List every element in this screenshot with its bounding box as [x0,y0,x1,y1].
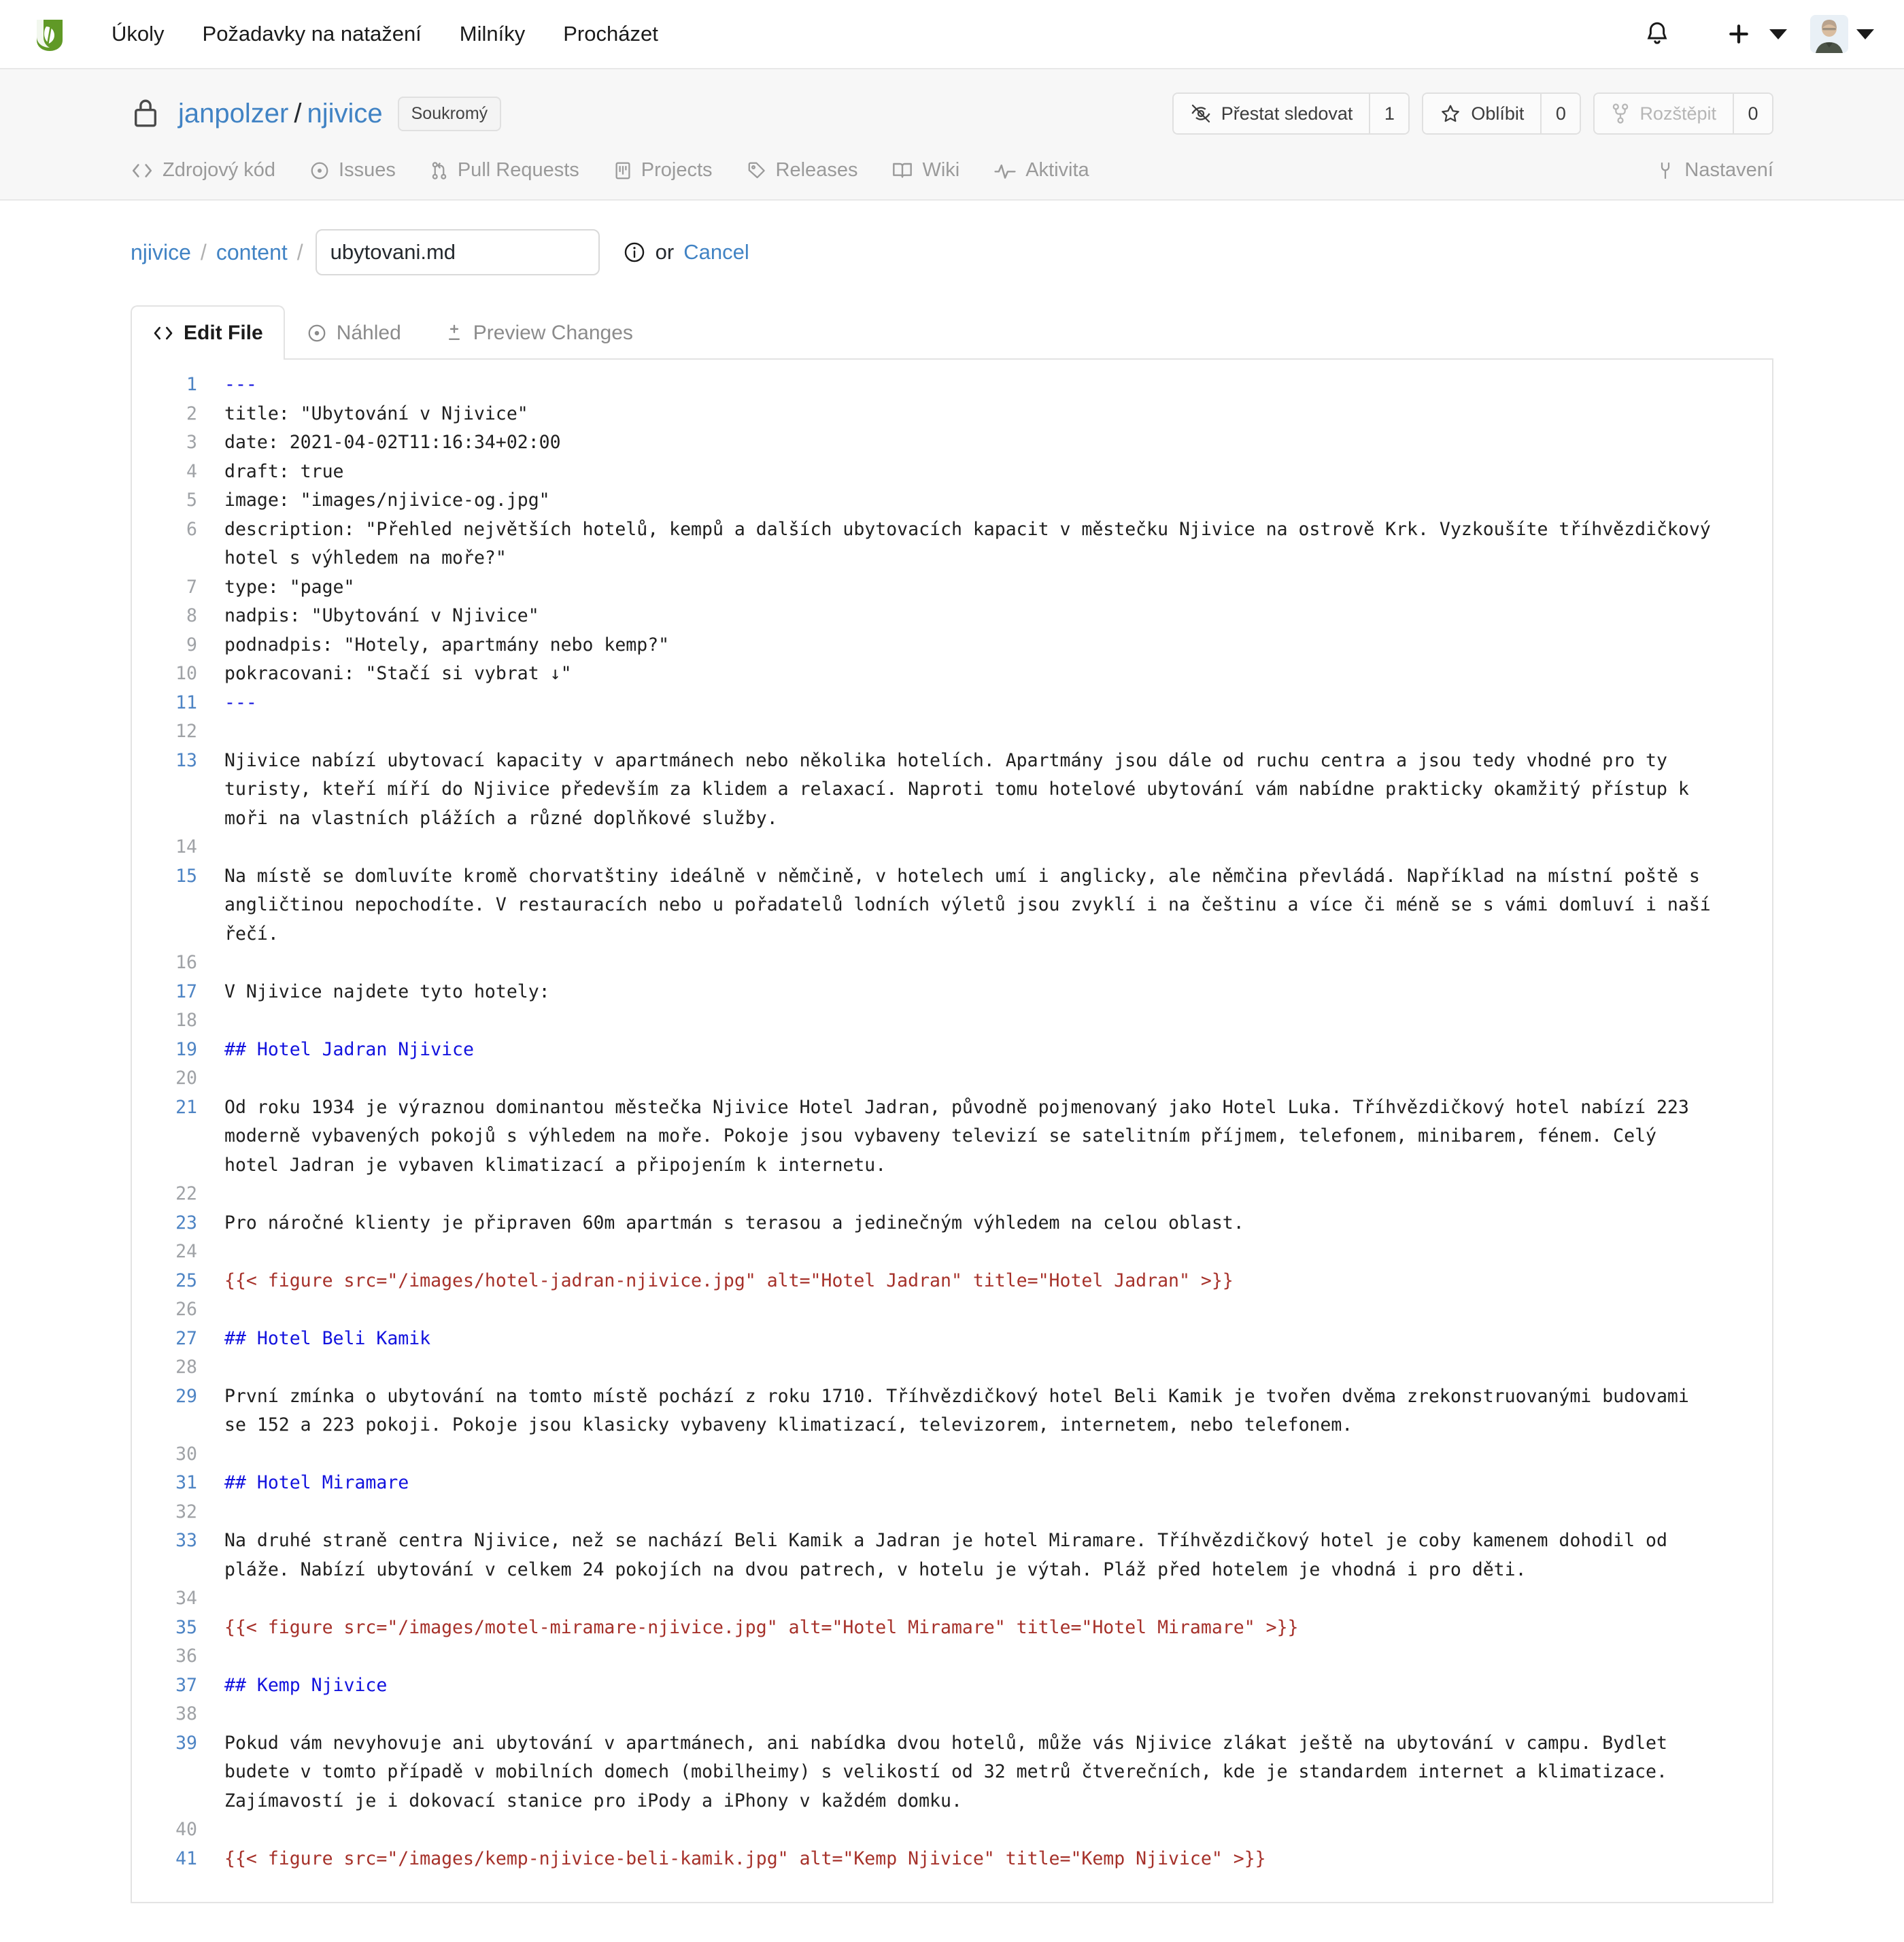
code-line [132,949,1772,978]
tab-wiki[interactable] [891,152,977,188]
line-number: 12 [175,721,197,742]
line-text[interactable]: Na druhé straně centra Njivice, než se nachází Beli Kamik a Jadran je hotel Miramare. Tříhvězdičkový hotel je coby kamenem dohodil od pláže. Nabízí ubytování v celkem 24 pokojích na dvou patrech, v hotelu je výtah. Pláž před hotelem je vhodná i pro děti. [224,1530,1678,1580]
plus-icon[interactable] [1716,12,1761,56]
repository-header [0,69,1904,201]
code-line [132,573,1772,602]
line-text[interactable] [224,1498,1772,1527]
tab-activity-label: Aktivita [1025,159,1089,181]
line-number: 15 [175,865,197,887]
breadcrumb [131,201,1773,296]
nav-link-milniky[interactable]: Milníky [459,22,526,46]
line-number: 21 [175,1096,197,1118]
line-number: 7 [186,576,197,598]
line-number: 38 [175,1703,197,1724]
line-number: 36 [175,1646,197,1667]
code-line [132,1093,1772,1180]
line-text[interactable] [224,949,1772,978]
code-line [132,1036,1772,1065]
code-line [132,717,1772,747]
line-number: 31 [175,1472,197,1493]
line-text[interactable]: Na místě se domluvíte kromě chorvatštiny ideálně v němčině, v hotelech umí i anglicky, ale němčina převládá. Například na místní poště s angličtinou nepochodíte. V restauracích nebo u pořadatelů lodních výletů jsou zvyklí i na češtinu a více či méně se s vámi domluví i naší řečí. [224,865,1722,944]
line-text[interactable]: {{< figure src="/images/motel-miramare-njivice.jpg" alt="Hotel Miramare" title="Hotel Miramare" >}} [224,1616,1299,1638]
code-line [132,515,1772,573]
navbar-right-actions [1635,12,1874,56]
status-badge: Soukromý [398,97,502,131]
code-line [132,660,1772,689]
line-text[interactable]: description: "Přehled největších hotelů, kempů a dalších ubytovacích kapacit v městečku Njivice na ostrově Krk. Vyzkoušíte tříhvězdičkový hotel s výhledem na moře?" [224,518,1722,568]
line-number: 32 [175,1501,197,1522]
code-content[interactable] [132,371,1772,1873]
repository-path [178,99,383,129]
tab-settings-label: Nastavení [1684,159,1773,181]
line-number: 40 [175,1819,197,1840]
code-line [132,1498,1772,1527]
code-line [132,1845,1772,1874]
code-line [132,1238,1772,1267]
tab-issues[interactable] [309,152,413,188]
code-line [132,1700,1772,1729]
line-text[interactable] [224,1642,1772,1671]
line-number: 10 [175,663,197,684]
info-circle-icon[interactable] [623,241,646,264]
breadcrumb-separator-1: / [200,239,207,265]
tab-wiki-label: Wiki [922,159,960,181]
nav-link-prochazet[interactable]: Procházet [563,22,658,46]
line-number: 24 [175,1241,197,1262]
line-text[interactable] [224,1238,1772,1267]
code-line [132,458,1772,487]
star-count[interactable]: 0 [1540,94,1580,133]
code-line [132,1729,1772,1816]
line-number: 17 [175,981,197,1002]
line-number: 35 [175,1616,197,1638]
line-number: 33 [175,1530,197,1551]
line-text[interactable]: ## Hotel Beli Kamik [224,1327,431,1349]
watch-button-label: Přestat sledovat [1221,103,1353,124]
line-text[interactable] [224,1353,1772,1382]
code-line [132,1614,1772,1643]
code-line [132,1064,1772,1093]
line-text[interactable] [224,717,1772,747]
line-number: 1 [186,374,197,395]
line-number: 39 [175,1732,197,1754]
tab-edit-file[interactable] [131,305,285,360]
repo-path-separator: / [294,98,302,129]
breadcrumb-separator-2: / [296,239,303,265]
lock-icon [131,97,160,131]
line-number: 14 [175,836,197,857]
tab-releases[interactable] [747,152,876,188]
line-number: 16 [175,952,197,973]
line-text[interactable]: image: "images/njivice-og.jpg" [224,490,550,511]
create-menu-chevron-down-icon[interactable] [1769,29,1787,39]
line-number: 23 [175,1212,197,1233]
line-text[interactable] [224,1440,1772,1469]
line-text[interactable]: pokracovani: "Stačí si vybrat ↓" [224,663,572,684]
line-number: 4 [186,460,197,482]
code-line [132,1325,1772,1354]
code-line [132,602,1772,631]
line-text[interactable] [224,1816,1772,1845]
editor-tabs [131,304,1773,360]
tab-releases-label: Releases [775,159,858,181]
tab-source[interactable] [131,152,293,188]
primary-nav [92,22,677,46]
user-menu-chevron-down-icon[interactable] [1856,29,1874,39]
line-text[interactable]: Pro náročné klienty je připraven 60m apartmán s terasou a jedinečným výhledem na celou oblast. [224,1212,1244,1233]
repository-actions [1172,92,1773,135]
line-text[interactable] [224,1064,1772,1093]
line-number: 34 [175,1588,197,1609]
code-line [132,1440,1772,1469]
line-text[interactable]: --- [224,374,257,395]
line-number: 41 [175,1847,197,1869]
tab-preview-changes-label: Preview Changes [473,322,633,344]
line-number: 25 [175,1270,197,1291]
tab-source-label: Zdrojový kód [163,159,276,181]
line-number: 6 [186,518,197,540]
star-button[interactable] [1423,94,1540,133]
tab-pull-requests-label: Pull Requests [457,159,579,181]
tab-settings[interactable] [1655,152,1773,188]
or-label: or [655,240,675,264]
repository-tabs [131,152,1773,199]
code-line [132,371,1772,400]
tab-edit-file-label: Edit File [184,322,263,344]
star-button-label: Oblíbit [1471,103,1525,124]
line-text[interactable] [224,1295,1772,1325]
line-text[interactable]: {{< figure src="/images/kemp-njivice-beli-kamik.jpg" alt="Kemp Njivice" title="Kemp Njivice" >}} [224,1847,1266,1869]
tab-projects[interactable] [613,152,730,188]
line-text[interactable]: podnadpis: "Hotely, apartmány nebo kemp?" [224,634,670,655]
line-number: 26 [175,1299,197,1320]
code-line [132,1382,1772,1440]
repository-title-row [131,69,1773,152]
code-line [132,1180,1772,1209]
watch-count[interactable]: 1 [1369,94,1408,133]
code-line [132,1584,1772,1614]
line-text[interactable]: ## Hotel Jadran Njivice [224,1038,474,1060]
main-content [95,201,1809,1903]
line-number: 18 [175,1010,197,1031]
repo-owner-link[interactable]: janpolzer [178,98,289,129]
tab-issues-label: Issues [339,159,396,181]
fork-count[interactable]: 0 [1733,94,1772,133]
line-text[interactable]: Njivice nabízí ubytovací kapacity v apartmánech nebo několika hotelích. Apartmány jsou dále od ruchu centra a jsou tedy vhodné pro ty turisty, kteří míří do Njivice především za klidem a relaxací. Naproti tomu hotelové ubytování vám nabídne prakticky okamžitý přístup k moři na vlastních plážích a různé doplňkové služby. [224,749,1700,829]
avatar[interactable] [1810,15,1848,53]
line-number: 28 [175,1357,197,1378]
fork-button-label: Rozštěpit [1639,103,1716,124]
top-navbar [0,0,1904,69]
line-number: 8 [186,605,197,626]
line-text[interactable]: Pokud vám nevyhovuje ani ubytování v apartmánech, ani nabídka dvou hotelů, může vás Njivice zlákat ještě na ubytování v campu. Bydlet budete v tomto případě v mobilních domech (mobilheimy) s velikostí od 32 metrů čtverečních, kde je standardem internet a klimatizace. Zajímavostí je i dokovací stanice pro iPody a iPhony v každém domku. [224,1732,1678,1811]
code-line [132,631,1772,660]
line-text[interactable] [224,1006,1772,1036]
line-text[interactable]: draft: true [224,460,344,482]
line-text[interactable]: title: "Ubytování v Njivice" [224,403,528,424]
line-text[interactable] [224,1700,1772,1729]
code-line [132,1209,1772,1238]
line-text[interactable] [224,1584,1772,1614]
line-text[interactable]: První zmínka o ubytování na tomto místě pochází z roku 1710. Tříhvězdičkový hotel Beli Kamik je tvořen dvěma zrekonstruovanými budovami se 152 a 223 pokoji. Pokoje jsou klasicky vybaveny klimatizací, televizorem, internetem, nebo telefonem. [224,1385,1700,1435]
line-number: 5 [186,490,197,511]
line-number: 22 [175,1183,197,1204]
code-line [132,689,1772,718]
breadcrumb-item-content[interactable]: content [216,239,288,265]
code-line [132,486,1772,515]
tab-preview-label: Náhled [336,322,401,344]
tab-projects-label: Projects [641,159,713,181]
cancel-link[interactable]: Cancel [683,240,749,264]
nav-link-ukoly[interactable]: Úkoly [112,22,165,46]
code-line [132,1267,1772,1296]
line-text[interactable]: date: 2021-04-02T11:16:34+02:00 [224,432,561,453]
code-line [132,1353,1772,1382]
line-text[interactable] [224,1180,1772,1209]
watch-button-group [1172,92,1410,135]
nav-link-pozadavky[interactable]: Požadavky na natažení [202,22,422,46]
line-text[interactable]: nadpis: "Ubytování v Njivice" [224,605,539,626]
tab-activity[interactable] [993,152,1106,188]
code-line [132,400,1772,429]
line-number: 11 [175,692,197,713]
star-button-group [1422,92,1581,135]
code-line [132,978,1772,1007]
line-text[interactable]: Od roku 1934 je výraznou dominantou městečka Njivice Hotel Jadran, původně pojmenovaný jako Hotel Luka. Tříhvězdičkový hotel nabízí 223 moderně vybavených pokojů s výhledem na moře. Pokoje jsou vybaveny televizí se satelitním příjmem, telefonem, minibarem, fénem. Celý hotel Jadran je vybaven klimatizací a připojením k internetu. [224,1096,1700,1176]
tab-preview[interactable] [285,305,423,360]
fork-button[interactable] [1595,94,1733,133]
line-number: 2 [186,403,197,424]
line-number: 3 [186,432,197,453]
line-number: 29 [175,1385,197,1407]
bell-icon[interactable] [1635,12,1680,56]
code-line [132,862,1772,949]
line-number: 13 [175,749,197,771]
code-line [132,1006,1772,1036]
code-line [132,1295,1772,1325]
repo-name-link[interactable]: njivice [307,98,383,129]
code-line [132,428,1772,458]
line-number: 37 [175,1674,197,1696]
line-number: 30 [175,1443,197,1465]
line-text[interactable]: type: "page" [224,576,355,598]
code-editor[interactable] [131,360,1773,1903]
line-text[interactable] [224,833,1772,862]
tab-preview-changes[interactable] [423,305,655,360]
code-line [132,833,1772,862]
gitea-leaf-logo[interactable] [30,14,69,54]
watch-button[interactable] [1174,94,1370,133]
line-text[interactable]: ## Hotel Miramare [224,1472,409,1493]
line-text[interactable]: --- [224,692,257,713]
code-line [132,1671,1772,1701]
code-line [132,1642,1772,1671]
code-line [132,747,1772,834]
code-line [132,1469,1772,1498]
line-text[interactable]: {{< figure src="/images/hotel-jadran-njivice.jpg" alt="Hotel Jadran" title="Hotel Jadran" >}} [224,1270,1234,1291]
filename-input[interactable] [316,229,600,275]
line-text[interactable]: V Njivice najdete tyto hotely: [224,981,550,1002]
line-number: 20 [175,1068,197,1089]
fork-button-group [1593,92,1773,135]
code-line [132,1816,1772,1845]
tab-pull-requests[interactable] [430,152,597,188]
line-number: 9 [186,634,197,655]
line-number: 27 [175,1327,197,1349]
breadcrumb-item-repo[interactable]: njivice [131,239,191,265]
line-text[interactable]: ## Kemp Njivice [224,1674,388,1696]
line-number: 19 [175,1038,197,1060]
code-line [132,1527,1772,1584]
